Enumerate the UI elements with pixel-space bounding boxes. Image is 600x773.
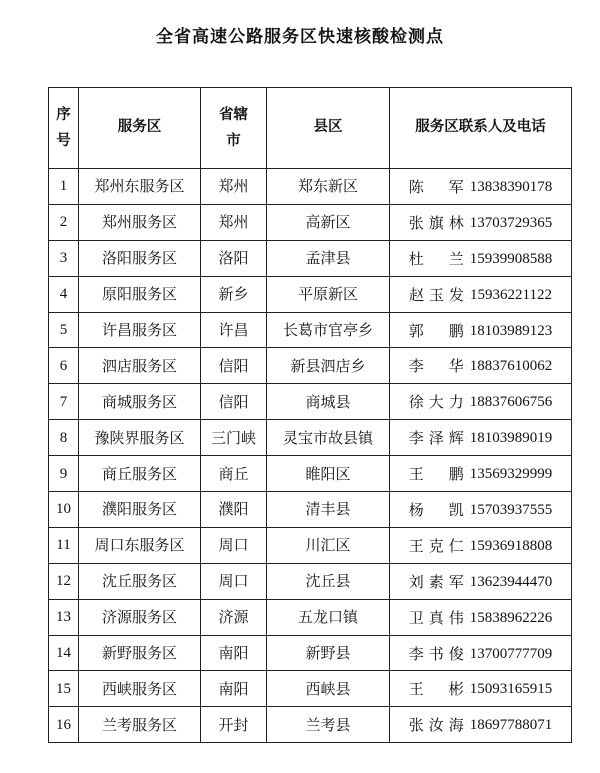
row-contact: [390, 456, 572, 492]
header-contact: 服务区联系人及电话: [390, 88, 572, 169]
contact-phone: 18103989123: [469, 322, 553, 339]
row-service-area: 兰考服务区: [79, 707, 201, 743]
contact-phone: 13838390178: [469, 178, 553, 195]
contact-phone: 15703937555: [469, 501, 553, 518]
row-index: 2: [49, 204, 79, 240]
row-contact: [390, 240, 572, 276]
contact-phone: 15093165915: [469, 681, 553, 698]
contact-phone: 13700777709: [469, 645, 553, 662]
table-row: [49, 204, 572, 240]
row-city: 济源: [201, 599, 267, 635]
contact-name: 王克仁: [408, 536, 464, 555]
contact-name: 张汝海: [408, 716, 464, 735]
row-service-area: 洛阳服务区: [79, 240, 201, 276]
row-county: 高新区: [267, 204, 390, 240]
row-service-area: 西峡服务区: [79, 671, 201, 707]
row-city: 信阳: [201, 384, 267, 420]
row-service-area: 郑州服务区: [79, 204, 201, 240]
contact-phone: 15838962226: [469, 609, 553, 626]
contact-name: 徐大力: [408, 393, 464, 412]
contact-name: 陈 军: [408, 177, 464, 196]
row-city: 周口: [201, 527, 267, 563]
table-row: [49, 240, 572, 276]
row-city: 周口: [201, 563, 267, 599]
table-row: [49, 420, 572, 456]
table-row: [49, 312, 572, 348]
row-county: 灵宝市故县镇: [267, 420, 390, 456]
header-city-line2: 市: [226, 133, 241, 149]
row-contact: [390, 312, 572, 348]
row-index: 13: [49, 599, 79, 635]
contact-name: 赵玉发: [409, 285, 465, 304]
contact-name: 张旗林: [408, 213, 464, 232]
row-contact: [390, 707, 572, 743]
contact-phone: 13569329999: [469, 466, 553, 483]
row-county: 西峡县: [267, 671, 390, 707]
table-row: [49, 492, 572, 528]
contact-phone: 15939908588: [469, 250, 553, 267]
row-city: 信阳: [201, 348, 267, 384]
row-service-area: 周口东服务区: [79, 527, 201, 563]
row-city: 濮阳: [201, 492, 267, 528]
table-row: [49, 563, 572, 599]
row-index: 8: [49, 420, 79, 456]
row-contact: [390, 169, 572, 205]
row-service-area: 濮阳服务区: [79, 492, 201, 528]
row-city: 南阳: [201, 635, 267, 671]
contact-name: 刘素军: [408, 572, 464, 591]
contact-name: 李泽辉: [408, 429, 464, 448]
row-city: 开封: [201, 707, 267, 743]
row-contact: [390, 635, 572, 671]
row-county: 睢阳区: [267, 456, 390, 492]
row-service-area: 商城服务区: [79, 384, 201, 420]
contact-name: 王 彬: [408, 680, 464, 699]
header-city-line1: 省辖: [219, 106, 248, 123]
row-index: 12: [49, 563, 79, 599]
table-row: [49, 527, 572, 563]
row-county: 郑东新区: [267, 169, 390, 205]
row-county: 长葛市官亭乡: [267, 312, 390, 348]
contact-phone: 13703729365: [469, 214, 553, 231]
row-county: 五龙口镇: [267, 599, 390, 635]
row-contact: [390, 671, 572, 707]
row-county: 商城县: [267, 384, 390, 420]
document-title: 全省高速公路服务区快速核酸检测点: [156, 27, 444, 47]
row-index: 9: [49, 456, 79, 492]
row-service-area: 郑州东服务区: [79, 169, 201, 205]
row-county: 新野县: [267, 635, 390, 671]
row-city: 三门峡: [201, 420, 267, 456]
table-row: [49, 276, 572, 312]
row-service-area: 沈丘服务区: [79, 563, 201, 599]
table-row: [49, 599, 572, 635]
row-city: 郑州: [201, 169, 267, 205]
row-county: 新县泗店乡: [267, 348, 390, 384]
contact-phone: 18697788071: [469, 717, 553, 734]
row-contact: [390, 348, 572, 384]
row-index: 1: [49, 169, 79, 205]
contact-name: 卫真伟: [408, 608, 464, 627]
row-county: 川汇区: [267, 527, 390, 563]
row-contact: [390, 276, 572, 312]
contact-phone: 15936221122: [470, 286, 552, 303]
row-index: 6: [49, 348, 79, 384]
row-index: 10: [49, 492, 79, 528]
row-service-area: 泗店服务区: [79, 348, 201, 384]
header-index: [49, 88, 79, 169]
row-index: 14: [49, 635, 79, 671]
row-city: 郑州: [201, 204, 267, 240]
row-index: 16: [49, 707, 79, 743]
row-index: 3: [49, 240, 79, 276]
table-header-row: [49, 88, 572, 169]
header-index-line2: 号: [56, 133, 71, 149]
table-row: [49, 169, 572, 205]
row-index: 5: [49, 312, 79, 348]
row-city: 新乡: [201, 276, 267, 312]
row-index: 15: [49, 671, 79, 707]
row-city: 许昌: [201, 312, 267, 348]
row-contact: [390, 527, 572, 563]
row-service-area: 原阳服务区: [79, 276, 201, 312]
contact-phone: 15936918808: [469, 537, 553, 554]
header-county: 县区: [267, 88, 390, 169]
contact-name: 李书俊: [408, 644, 464, 663]
row-county: 孟津县: [267, 240, 390, 276]
row-service-area: 济源服务区: [79, 599, 201, 635]
row-county: 平原新区: [267, 276, 390, 312]
contact-phone: 18103989019: [469, 430, 553, 447]
header-index-line1: 序: [56, 106, 71, 123]
contact-name: 杨 凯: [408, 500, 464, 519]
row-service-area: 豫陕界服务区: [79, 420, 201, 456]
row-county: 兰考县: [267, 707, 390, 743]
table-row: [49, 456, 572, 492]
table-row: [49, 707, 572, 743]
row-service-area: 商丘服务区: [79, 456, 201, 492]
table-body: [49, 169, 572, 743]
row-service-area: 新野服务区: [79, 635, 201, 671]
table-row: [49, 348, 572, 384]
contact-name: 杜 兰: [408, 249, 464, 268]
row-contact: [390, 204, 572, 240]
row-city: 商丘: [201, 456, 267, 492]
table-row: [49, 384, 572, 420]
table-row: [49, 671, 572, 707]
row-contact: [390, 599, 572, 635]
contact-name: 李 华: [408, 357, 464, 376]
row-contact: [390, 563, 572, 599]
row-county: 沈丘县: [267, 563, 390, 599]
contact-phone: 18837606756: [469, 394, 553, 411]
row-city: 洛阳: [201, 240, 267, 276]
row-contact: [390, 492, 572, 528]
row-index: 11: [49, 527, 79, 563]
row-index: 7: [49, 384, 79, 420]
row-county: 清丰县: [267, 492, 390, 528]
row-city: 南阳: [201, 671, 267, 707]
contact-phone: 18837610062: [469, 358, 553, 375]
row-contact: [390, 420, 572, 456]
contact-name: 王 鹏: [408, 465, 464, 484]
header-city: [201, 88, 267, 169]
row-service-area: 许昌服务区: [79, 312, 201, 348]
test-site-table: [48, 87, 572, 743]
contact-phone: 13623944470: [469, 573, 553, 590]
contact-name: 郭 鹏: [408, 321, 464, 340]
table-row: [49, 635, 572, 671]
row-contact: [390, 384, 572, 420]
row-index: 4: [49, 276, 79, 312]
header-service-area: 服务区: [79, 88, 201, 169]
